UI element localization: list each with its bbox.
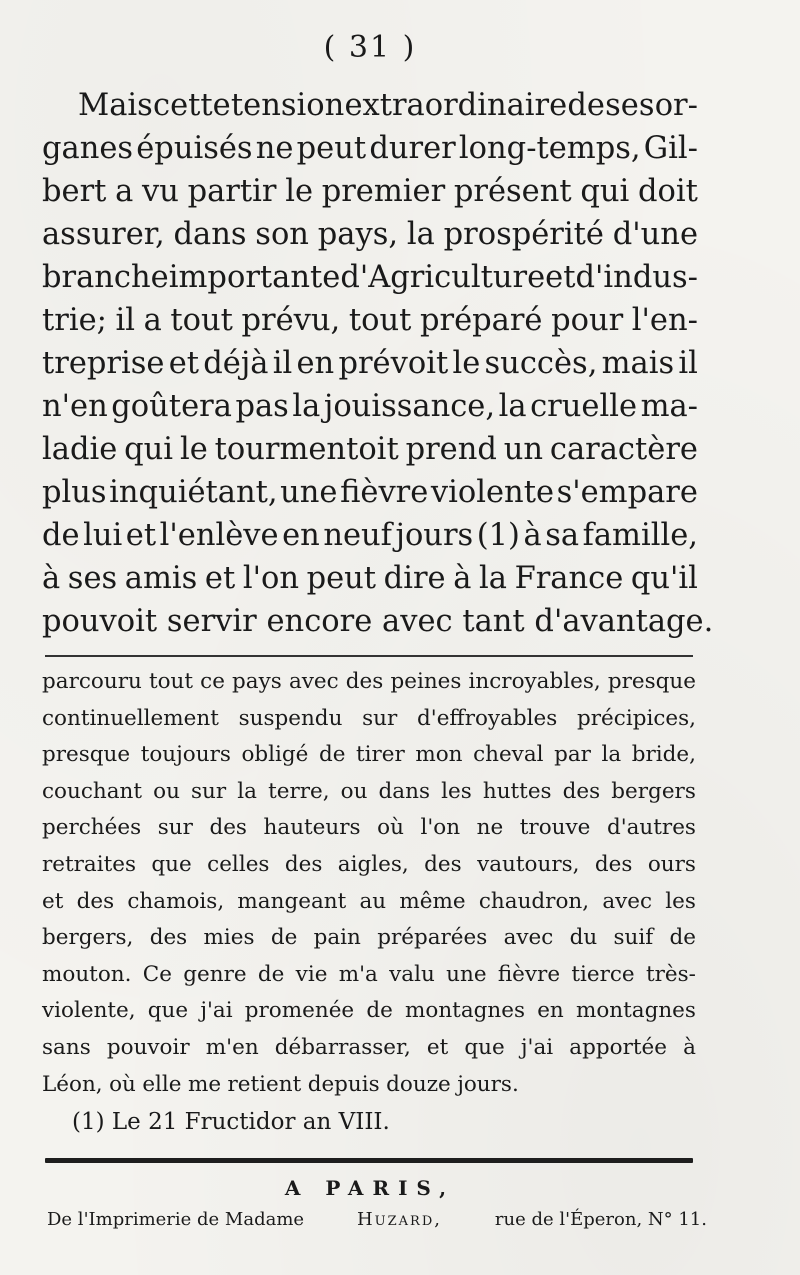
word: préparé xyxy=(419,303,543,338)
word: ses xyxy=(605,88,655,123)
word: sans xyxy=(42,1034,91,1060)
word: suspendu xyxy=(238,705,343,731)
word: les xyxy=(441,778,472,804)
word: l'enlève xyxy=(159,518,279,553)
word: la xyxy=(498,389,527,424)
word: tant xyxy=(462,604,525,639)
word: le xyxy=(285,174,313,209)
word: long-temps, xyxy=(458,131,641,166)
word: continuellement xyxy=(42,705,219,731)
paragraph-line xyxy=(42,428,698,471)
word: genre xyxy=(183,961,247,987)
word: j'ai xyxy=(200,998,233,1024)
note-line xyxy=(42,737,696,774)
word: aigles, xyxy=(337,851,409,877)
word: mouton. xyxy=(42,961,132,987)
paragraph-line xyxy=(42,299,698,342)
word: de xyxy=(366,998,393,1024)
word: huttes xyxy=(482,778,552,804)
word: d'une xyxy=(612,217,698,252)
note-line xyxy=(42,774,696,811)
note-line xyxy=(42,884,696,921)
word: perchées xyxy=(42,815,142,841)
continued-note xyxy=(42,664,696,1103)
word: de xyxy=(270,925,298,951)
word: où xyxy=(109,1071,136,1097)
paragraph-line xyxy=(42,514,698,557)
word: que xyxy=(147,998,189,1024)
word: tout xyxy=(148,669,194,694)
word: mangeant xyxy=(237,888,347,914)
word: tirer xyxy=(355,742,405,768)
word: m'a xyxy=(338,961,378,987)
imprint-printer-prefix: De l'Imprimerie de Madame xyxy=(47,1209,305,1230)
word: avec xyxy=(602,888,653,914)
word: assurer, xyxy=(42,217,165,252)
word: la xyxy=(406,217,435,252)
word: prend xyxy=(405,432,497,467)
word: dans xyxy=(378,778,431,804)
word: à xyxy=(523,518,542,553)
word: par xyxy=(554,742,591,768)
word: dans xyxy=(173,217,247,252)
word: premier xyxy=(321,174,446,209)
word: des xyxy=(284,851,323,877)
note-line xyxy=(42,664,696,701)
word: la xyxy=(601,742,622,768)
word: hauteurs xyxy=(263,815,361,841)
word: qui xyxy=(124,432,174,467)
word: valu xyxy=(389,961,435,987)
word: d'Agriculture xyxy=(340,260,546,295)
word: treprise xyxy=(42,346,165,381)
page-number: ( 31 ) xyxy=(323,30,417,65)
paragraph-line xyxy=(42,600,714,643)
word: et xyxy=(204,561,236,596)
word: depuis xyxy=(307,1071,380,1097)
word: jours. xyxy=(457,1071,519,1097)
word: partir xyxy=(187,174,277,209)
word: des xyxy=(562,778,601,804)
word: il xyxy=(272,346,293,381)
word: presque xyxy=(42,742,131,768)
word: or- xyxy=(654,88,698,123)
word: amis xyxy=(124,561,198,596)
word: et xyxy=(168,346,200,381)
word: présent xyxy=(453,174,572,209)
word: ne xyxy=(255,131,294,166)
word: des xyxy=(424,851,462,877)
word: tourmentoit xyxy=(214,432,399,467)
note-line xyxy=(42,810,696,847)
word: avec xyxy=(382,604,453,639)
word: le xyxy=(179,432,208,467)
word: que xyxy=(151,851,192,877)
word: et xyxy=(42,888,64,914)
word: la xyxy=(292,389,321,424)
word: à xyxy=(683,1034,696,1060)
word: vu xyxy=(142,174,179,209)
word: suif xyxy=(613,925,654,951)
footnote: (1) Le 21 Fructidor an VIII. xyxy=(72,1109,390,1135)
word: tout xyxy=(170,303,233,338)
word: trouve xyxy=(519,815,591,841)
word: une xyxy=(280,475,338,510)
word: jours xyxy=(395,518,474,553)
word: pas xyxy=(235,389,289,424)
note-line xyxy=(42,1067,696,1104)
word: l'on xyxy=(420,815,461,841)
word: que xyxy=(464,1034,505,1060)
word: goûtera xyxy=(111,389,232,424)
word: jouissance, xyxy=(323,389,496,424)
word: des xyxy=(76,888,115,914)
word: succès, xyxy=(484,346,598,381)
word: à xyxy=(453,561,472,596)
word: de xyxy=(257,961,285,987)
word: bergers xyxy=(611,778,696,804)
word: peines xyxy=(390,669,462,694)
word: douze xyxy=(386,1071,451,1097)
paragraph-line xyxy=(42,471,698,514)
word: fièvre xyxy=(340,475,429,510)
word: toujours xyxy=(140,742,231,768)
word: vie xyxy=(295,961,328,987)
word: une xyxy=(446,961,487,987)
word: des xyxy=(345,669,384,694)
word: m'en xyxy=(205,1034,259,1060)
word: d'autres xyxy=(606,815,696,841)
word: vautours, xyxy=(477,851,580,877)
word: pays, xyxy=(317,217,399,252)
word: des xyxy=(594,851,633,877)
word: pouvoit xyxy=(42,604,158,639)
word: la xyxy=(479,561,507,596)
word: cheval xyxy=(473,742,544,768)
word: Mais xyxy=(78,88,153,123)
word: bride, xyxy=(631,742,696,768)
word: pour xyxy=(551,303,624,338)
word: a xyxy=(143,303,162,338)
imprint-printer-name: Huzard, xyxy=(356,1209,442,1230)
word: j'ai xyxy=(520,1034,554,1060)
word: lui xyxy=(83,518,123,553)
word: montagnes xyxy=(405,998,526,1024)
word: chaudron, xyxy=(478,888,590,914)
word: en xyxy=(282,518,320,553)
paragraph-line xyxy=(42,557,698,600)
word: a xyxy=(115,174,134,209)
word: l'en- xyxy=(631,303,698,338)
word: (1) xyxy=(476,518,520,553)
word: incroyables, xyxy=(468,669,601,694)
main-paragraph xyxy=(42,84,714,643)
word: ne xyxy=(476,815,504,841)
note-line xyxy=(42,957,696,994)
word: presque xyxy=(607,669,696,694)
word: s'empare xyxy=(556,475,698,510)
paragraph-line xyxy=(42,127,698,170)
word: même xyxy=(399,888,466,914)
word: violente, xyxy=(42,998,136,1024)
word: cruelle xyxy=(530,389,638,424)
word: Gil- xyxy=(643,131,698,166)
word: fièvre xyxy=(497,961,561,987)
imprint-rule xyxy=(45,1158,693,1163)
word: et xyxy=(545,260,576,295)
word: retraites xyxy=(42,851,137,877)
note-line xyxy=(42,701,696,738)
word: sur xyxy=(157,815,193,841)
word: France xyxy=(514,561,624,596)
word: pays xyxy=(232,669,282,694)
word: tierce xyxy=(571,961,635,987)
paragraph-line xyxy=(42,385,698,428)
word: violente xyxy=(430,475,555,510)
word: prospérité xyxy=(443,217,604,252)
word: tout xyxy=(348,303,412,338)
word: tension xyxy=(230,88,345,123)
word: caractère xyxy=(549,432,698,467)
word: mon xyxy=(415,742,463,768)
word: ses xyxy=(67,561,118,596)
word: pouvoir xyxy=(106,1034,190,1060)
paragraph-line xyxy=(42,256,698,299)
imprint-line xyxy=(47,1209,707,1230)
imprint-city: A PARIS, xyxy=(284,1176,456,1200)
word: montagnes xyxy=(575,998,696,1024)
word: très- xyxy=(645,961,696,987)
word: promenée xyxy=(244,998,355,1024)
word: ma- xyxy=(640,389,698,424)
word: déjà xyxy=(203,346,269,381)
word: ganes xyxy=(42,131,134,166)
word: n'en xyxy=(42,389,108,424)
word: importante xyxy=(168,260,341,295)
word: le xyxy=(452,346,481,381)
word: branche xyxy=(42,260,169,295)
word: d'indus- xyxy=(575,260,698,295)
word: bert xyxy=(42,174,107,209)
word: doit xyxy=(637,174,698,209)
paragraph-line xyxy=(42,84,698,127)
word: du xyxy=(569,925,598,951)
word: cette xyxy=(153,88,231,123)
note-line xyxy=(42,1030,696,1067)
word: il xyxy=(115,303,136,338)
word: ladie xyxy=(42,432,118,467)
word: les xyxy=(665,888,696,914)
word: d'effroyables xyxy=(417,705,558,731)
note-line xyxy=(42,993,696,1030)
word: celles xyxy=(207,851,270,877)
word: où xyxy=(377,815,404,841)
word: à xyxy=(42,561,61,596)
word: inquiétant, xyxy=(109,475,278,510)
word: au xyxy=(359,888,387,914)
word: ours xyxy=(647,851,696,877)
word: avec xyxy=(288,669,339,694)
word: extraordinaire xyxy=(344,88,568,123)
word: d'avantage. xyxy=(534,604,714,639)
word: préparées xyxy=(377,925,488,951)
word: de xyxy=(567,88,605,123)
word: en xyxy=(296,346,335,381)
note-line xyxy=(42,847,696,884)
word: plus xyxy=(42,475,107,510)
word: de xyxy=(669,925,696,951)
word: elle xyxy=(142,1071,182,1097)
word: peut xyxy=(306,561,377,596)
word: prévu, xyxy=(241,303,341,338)
word: Léon, xyxy=(42,1071,103,1097)
paragraph-line xyxy=(42,342,698,385)
word: son xyxy=(255,217,309,252)
word: famille, xyxy=(582,518,698,553)
word: l'on xyxy=(242,561,299,596)
word: en xyxy=(537,998,564,1024)
word: dire xyxy=(383,561,446,596)
word: trie; xyxy=(42,303,107,338)
word: des xyxy=(149,925,188,951)
word: terre, xyxy=(268,778,330,804)
word: et xyxy=(125,518,157,553)
word: servir xyxy=(166,604,257,639)
word: encore xyxy=(266,604,373,639)
footnote-separator-rule xyxy=(45,655,693,657)
word: Ce xyxy=(142,961,172,987)
word: retient xyxy=(227,1071,302,1097)
word: sur xyxy=(191,778,227,804)
word: peut xyxy=(296,131,367,166)
word: qui xyxy=(580,174,630,209)
word: obligé xyxy=(241,742,309,768)
word: apportée xyxy=(569,1034,667,1060)
word: durer xyxy=(369,131,456,166)
word: un xyxy=(503,432,544,467)
word: précipices, xyxy=(577,705,696,731)
word: épuisés xyxy=(136,131,253,166)
word: avec xyxy=(503,925,554,951)
word: mies xyxy=(203,925,255,951)
word: débarrasser, xyxy=(274,1034,411,1060)
word: parcouru xyxy=(42,669,142,694)
word: ce xyxy=(200,669,225,694)
word: de xyxy=(318,742,346,768)
word: la xyxy=(237,778,257,804)
word: prévoit xyxy=(338,346,449,381)
word: ou xyxy=(153,778,180,804)
word: sa xyxy=(545,518,580,553)
word: couchant xyxy=(42,778,143,804)
paragraph-line xyxy=(42,213,698,256)
word: bergers, xyxy=(42,925,134,951)
word: et xyxy=(426,1034,449,1060)
word: il xyxy=(678,346,698,381)
word: pain xyxy=(313,925,361,951)
word: chamois, xyxy=(127,888,225,914)
note-line xyxy=(42,920,696,957)
word: me xyxy=(187,1071,222,1097)
word: neuf xyxy=(323,518,392,553)
word: mais xyxy=(601,346,675,381)
word: de xyxy=(42,518,80,553)
word: qu'il xyxy=(630,561,698,596)
imprint-address: rue de l'Éperon, N° 11. xyxy=(494,1209,707,1230)
paragraph-line xyxy=(42,170,698,213)
word: ou xyxy=(340,778,368,804)
word: des xyxy=(209,815,247,841)
word: sur xyxy=(362,705,398,731)
